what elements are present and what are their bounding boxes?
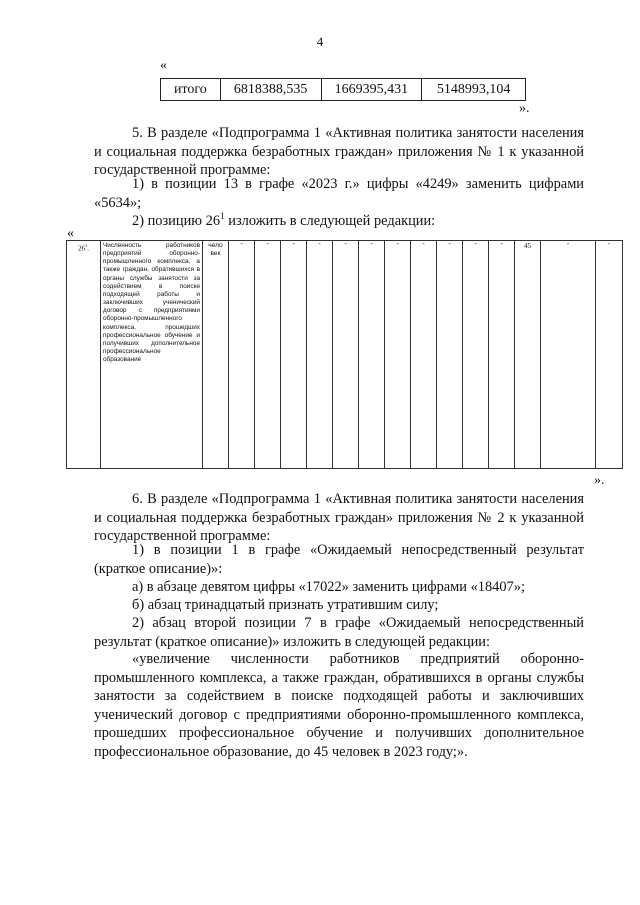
position-number-cell: $26^1$. bbox=[67, 241, 101, 469]
sub-2-text: 2) позицию 26 bbox=[132, 212, 221, 229]
value-cell: - bbox=[489, 241, 515, 469]
totals-label: итого bbox=[161, 79, 221, 101]
value-cell: - bbox=[229, 241, 255, 469]
paragraph-item-6-sub-1b: б) абзац тринадцатый признать утратившим силу; bbox=[132, 597, 439, 613]
quote-open-mark: « bbox=[160, 58, 167, 73]
indicator-name-cell: Численность работников предприятий оборонно-промышленного комплекса, а также граждан, обратившихся в органы службы занятости за содействием в поиске подходящей работы и заключивших ученический договор с предприятиями оборонно-промышленного комплекса, прошедших профессиональное обучение и получивших дополнительное профессиональное образование bbox=[101, 241, 203, 469]
value-cell: - bbox=[437, 241, 463, 469]
value-cell: 45 bbox=[515, 241, 541, 469]
sub-2-superscript: 1 bbox=[220, 212, 225, 222]
totals-value: 1669395,431 bbox=[321, 79, 422, 101]
totals-value: 6818388,535 bbox=[220, 79, 321, 101]
paragraph-item-6-quote: «увеличение численности работников предприятий оборонно-промышленного комплекса, а также граждан, обратившихся в органы службы занятости за содействием в поиске подходящей работы и заключивших ученический договор с предприятиями оборонно-промышленного комплекса, прошедших профессиональное обучение и получивших дополнительное профессиональное образование, до 45 человек в 2023 году;». bbox=[94, 651, 584, 760]
value-cell: - bbox=[463, 241, 489, 469]
page-number: 4 bbox=[316, 34, 324, 49]
value-cell: - bbox=[411, 241, 437, 469]
paragraph-item-6-sub-2: 2) абзац второй позиции 7 в графе «Ожидаемый непосредственный результат (краткое описание)» изложить в следующей редакции: bbox=[94, 615, 584, 650]
paragraph-item-5-sub-2 bbox=[132, 208, 435, 230]
table-quote-close-mark: ». bbox=[594, 473, 605, 488]
paragraph-item-6-sub-1: 1) в позиции 1 в графе «Ожидаемый непосредственный результат (краткое описание)»: bbox=[94, 542, 584, 577]
totals-table bbox=[160, 78, 526, 101]
quote-close-mark: ». bbox=[519, 101, 530, 116]
value-cell: - bbox=[333, 241, 359, 469]
paragraph-item-5-sub-1: 1) в позиции 13 в графе «2023 г.» цифры «4249» заменить цифрами «5634»; bbox=[94, 176, 584, 211]
value-cell: - bbox=[541, 241, 596, 469]
totals-row bbox=[161, 79, 526, 101]
table-quote-open-mark: « bbox=[67, 226, 74, 241]
paragraph-item-5: 5. В разделе «Подпрограмма 1 «Активная политика занятости населения и социальная поддержка безработных граждан» приложения № 1 к указанной государственной программе: bbox=[94, 125, 584, 179]
paragraph-item-6: 6. В разделе «Подпрограмма 1 «Активная политика занятости населения и социальная поддержка безработных граждан» приложения № 2 к указанной государственной программе: bbox=[94, 491, 584, 545]
paragraph-item-6-sub-1a: а) в абзаце девятом цифры «17022» заменить цифрами «18407»; bbox=[132, 579, 525, 595]
value-cell: - bbox=[385, 241, 411, 469]
value-cell: - bbox=[307, 241, 333, 469]
value-cell: - bbox=[596, 241, 623, 469]
totals-value: 5148993,104 bbox=[422, 79, 526, 101]
unit-cell: чело век bbox=[203, 241, 229, 469]
position-table bbox=[66, 240, 623, 469]
value-cell: - bbox=[359, 241, 385, 469]
value-cell: - bbox=[255, 241, 281, 469]
table-row bbox=[67, 241, 623, 469]
sub-2-rest: изложить в следующей редакции: bbox=[224, 212, 436, 229]
value-cell: - bbox=[281, 241, 307, 469]
